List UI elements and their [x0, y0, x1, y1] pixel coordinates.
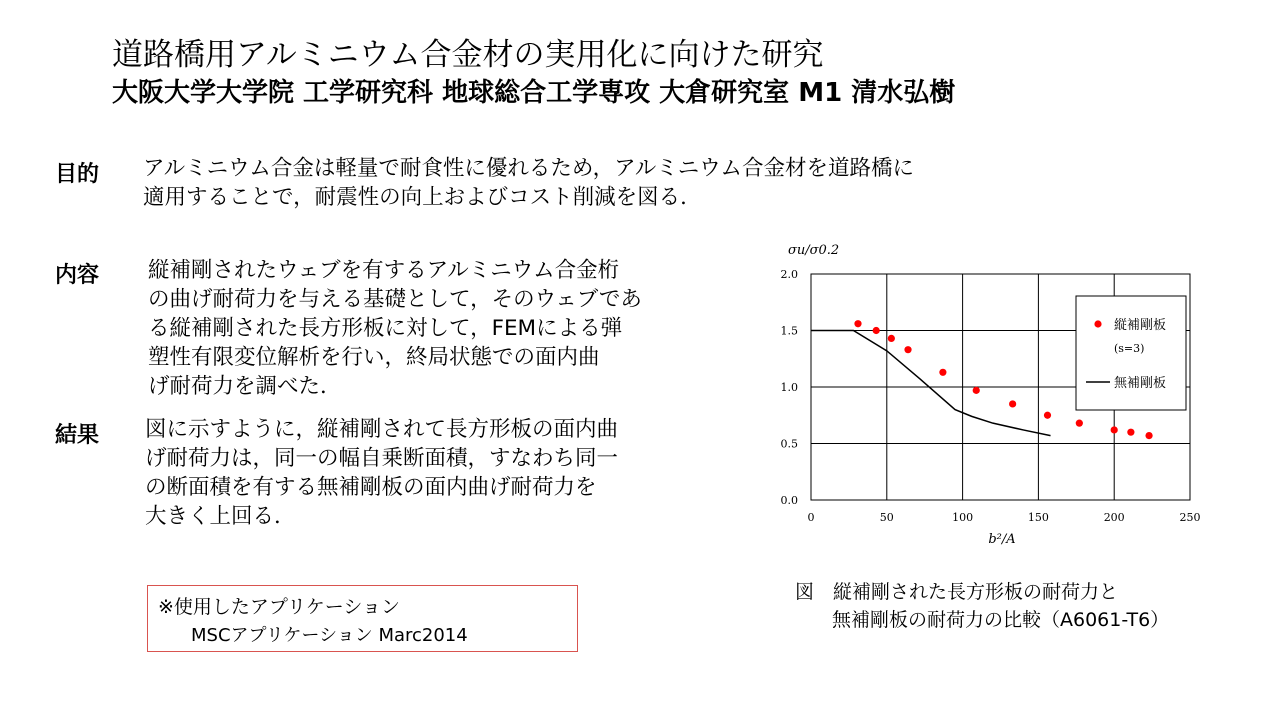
stiffened-plate-point [1145, 432, 1152, 439]
application-note-name: MSCアプリケーション Marc2014 [191, 625, 468, 646]
figure-caption [795, 578, 1169, 634]
application-note-box [147, 585, 578, 652]
result-line: の断面積を有する無補剛板の面内曲げ耐荷力を [145, 475, 597, 500]
result-text [145, 415, 618, 531]
content-line: の曲げ耐荷力を与える基礎として，そのウェブであ [148, 287, 642, 312]
author-affiliation: 大阪大学大学院 工学研究科 地球総合工学専攻 大倉研究室 M1 清水弘樹 [112, 78, 956, 108]
caption-line-1: 図 縦補剛された長方形板の耐荷力と [795, 581, 1119, 603]
content-label: 内容 [55, 263, 100, 288]
x-tick-label: 100 [952, 511, 974, 524]
stiffened-plate-point [1009, 400, 1016, 407]
content-text [148, 256, 642, 401]
x-tick-label: 0 [807, 511, 815, 524]
content-line: げ耐荷力を調べた． [148, 374, 342, 399]
legend-dot-marker [1094, 320, 1101, 327]
y-tick-label: 0.5 [780, 437, 798, 451]
legend-label-unstiffened: 無補剛板 [1114, 376, 1167, 391]
stiffened-plate-point [854, 320, 861, 327]
content-line: 縦補剛されたウェブを有するアルミニウム合金桁 [148, 258, 620, 283]
stiffened-plate-point [973, 387, 980, 394]
purpose-line: 適用することで，耐震性の向上およびコスト削減を図る． [143, 185, 702, 210]
stiffened-plate-point [939, 369, 946, 376]
x-tick-label: 50 [879, 511, 894, 524]
x-tick-label: 150 [1027, 511, 1049, 524]
purpose-label: 目的 [55, 162, 100, 187]
stiffened-plate-point [1076, 420, 1083, 427]
unstiffened-plate-curve [811, 331, 1051, 436]
x-tick-label: 200 [1103, 511, 1125, 524]
result-line: 大きく上回る． [145, 504, 296, 529]
y-tick-label: 2.0 [780, 268, 798, 281]
load-capacity-chart [760, 232, 1230, 562]
caption-line-2: 無補剛板の耐荷力の比較（A6061-T6） [832, 609, 1170, 631]
result-label: 結果 [55, 423, 100, 448]
stiffened-plate-point [873, 327, 880, 334]
result-line: げ耐荷力は，同一の幅自乗断面積，すなわち同一 [145, 446, 619, 471]
purpose-text [143, 154, 914, 212]
content-line: る縦補剛された長方形板に対して，FEMによる弾 [148, 316, 623, 341]
stiffened-plate-point [1111, 426, 1118, 433]
application-note-heading: ※使用したアプリケーション [158, 596, 401, 618]
result-line: 図に示すように，縦補剛されて長方形板の面内曲 [145, 417, 619, 442]
chart-legend [1076, 296, 1186, 410]
legend-note: (s=3) [1114, 342, 1145, 355]
y-tick-label: 0.0 [780, 494, 798, 507]
y-axis-label: σu/σ0.2 [788, 243, 840, 258]
stiffened-plate-point [1127, 429, 1134, 436]
legend-label-stiffened: 縦補剛板 [1114, 318, 1167, 333]
content-line: 塑性有限変位解析を行い，終局状態での面内曲 [148, 345, 600, 370]
stiffened-plate-point [904, 346, 911, 353]
stiffened-plate-point [888, 335, 895, 342]
y-tick-label: 1.0 [780, 381, 798, 394]
page-title: 道路橋用アルミニウム合金材の実用化に向けた研究 [112, 37, 824, 73]
x-axis-label: b²/A [988, 532, 1016, 547]
stiffened-plate-point [1044, 412, 1051, 419]
x-tick-label: 250 [1179, 511, 1201, 524]
y-tick-label: 1.5 [780, 324, 798, 338]
purpose-line: アルミニウム合金は軽量で耐食性に優れるため，アルミニウム合金材を道路橋に [143, 156, 914, 181]
